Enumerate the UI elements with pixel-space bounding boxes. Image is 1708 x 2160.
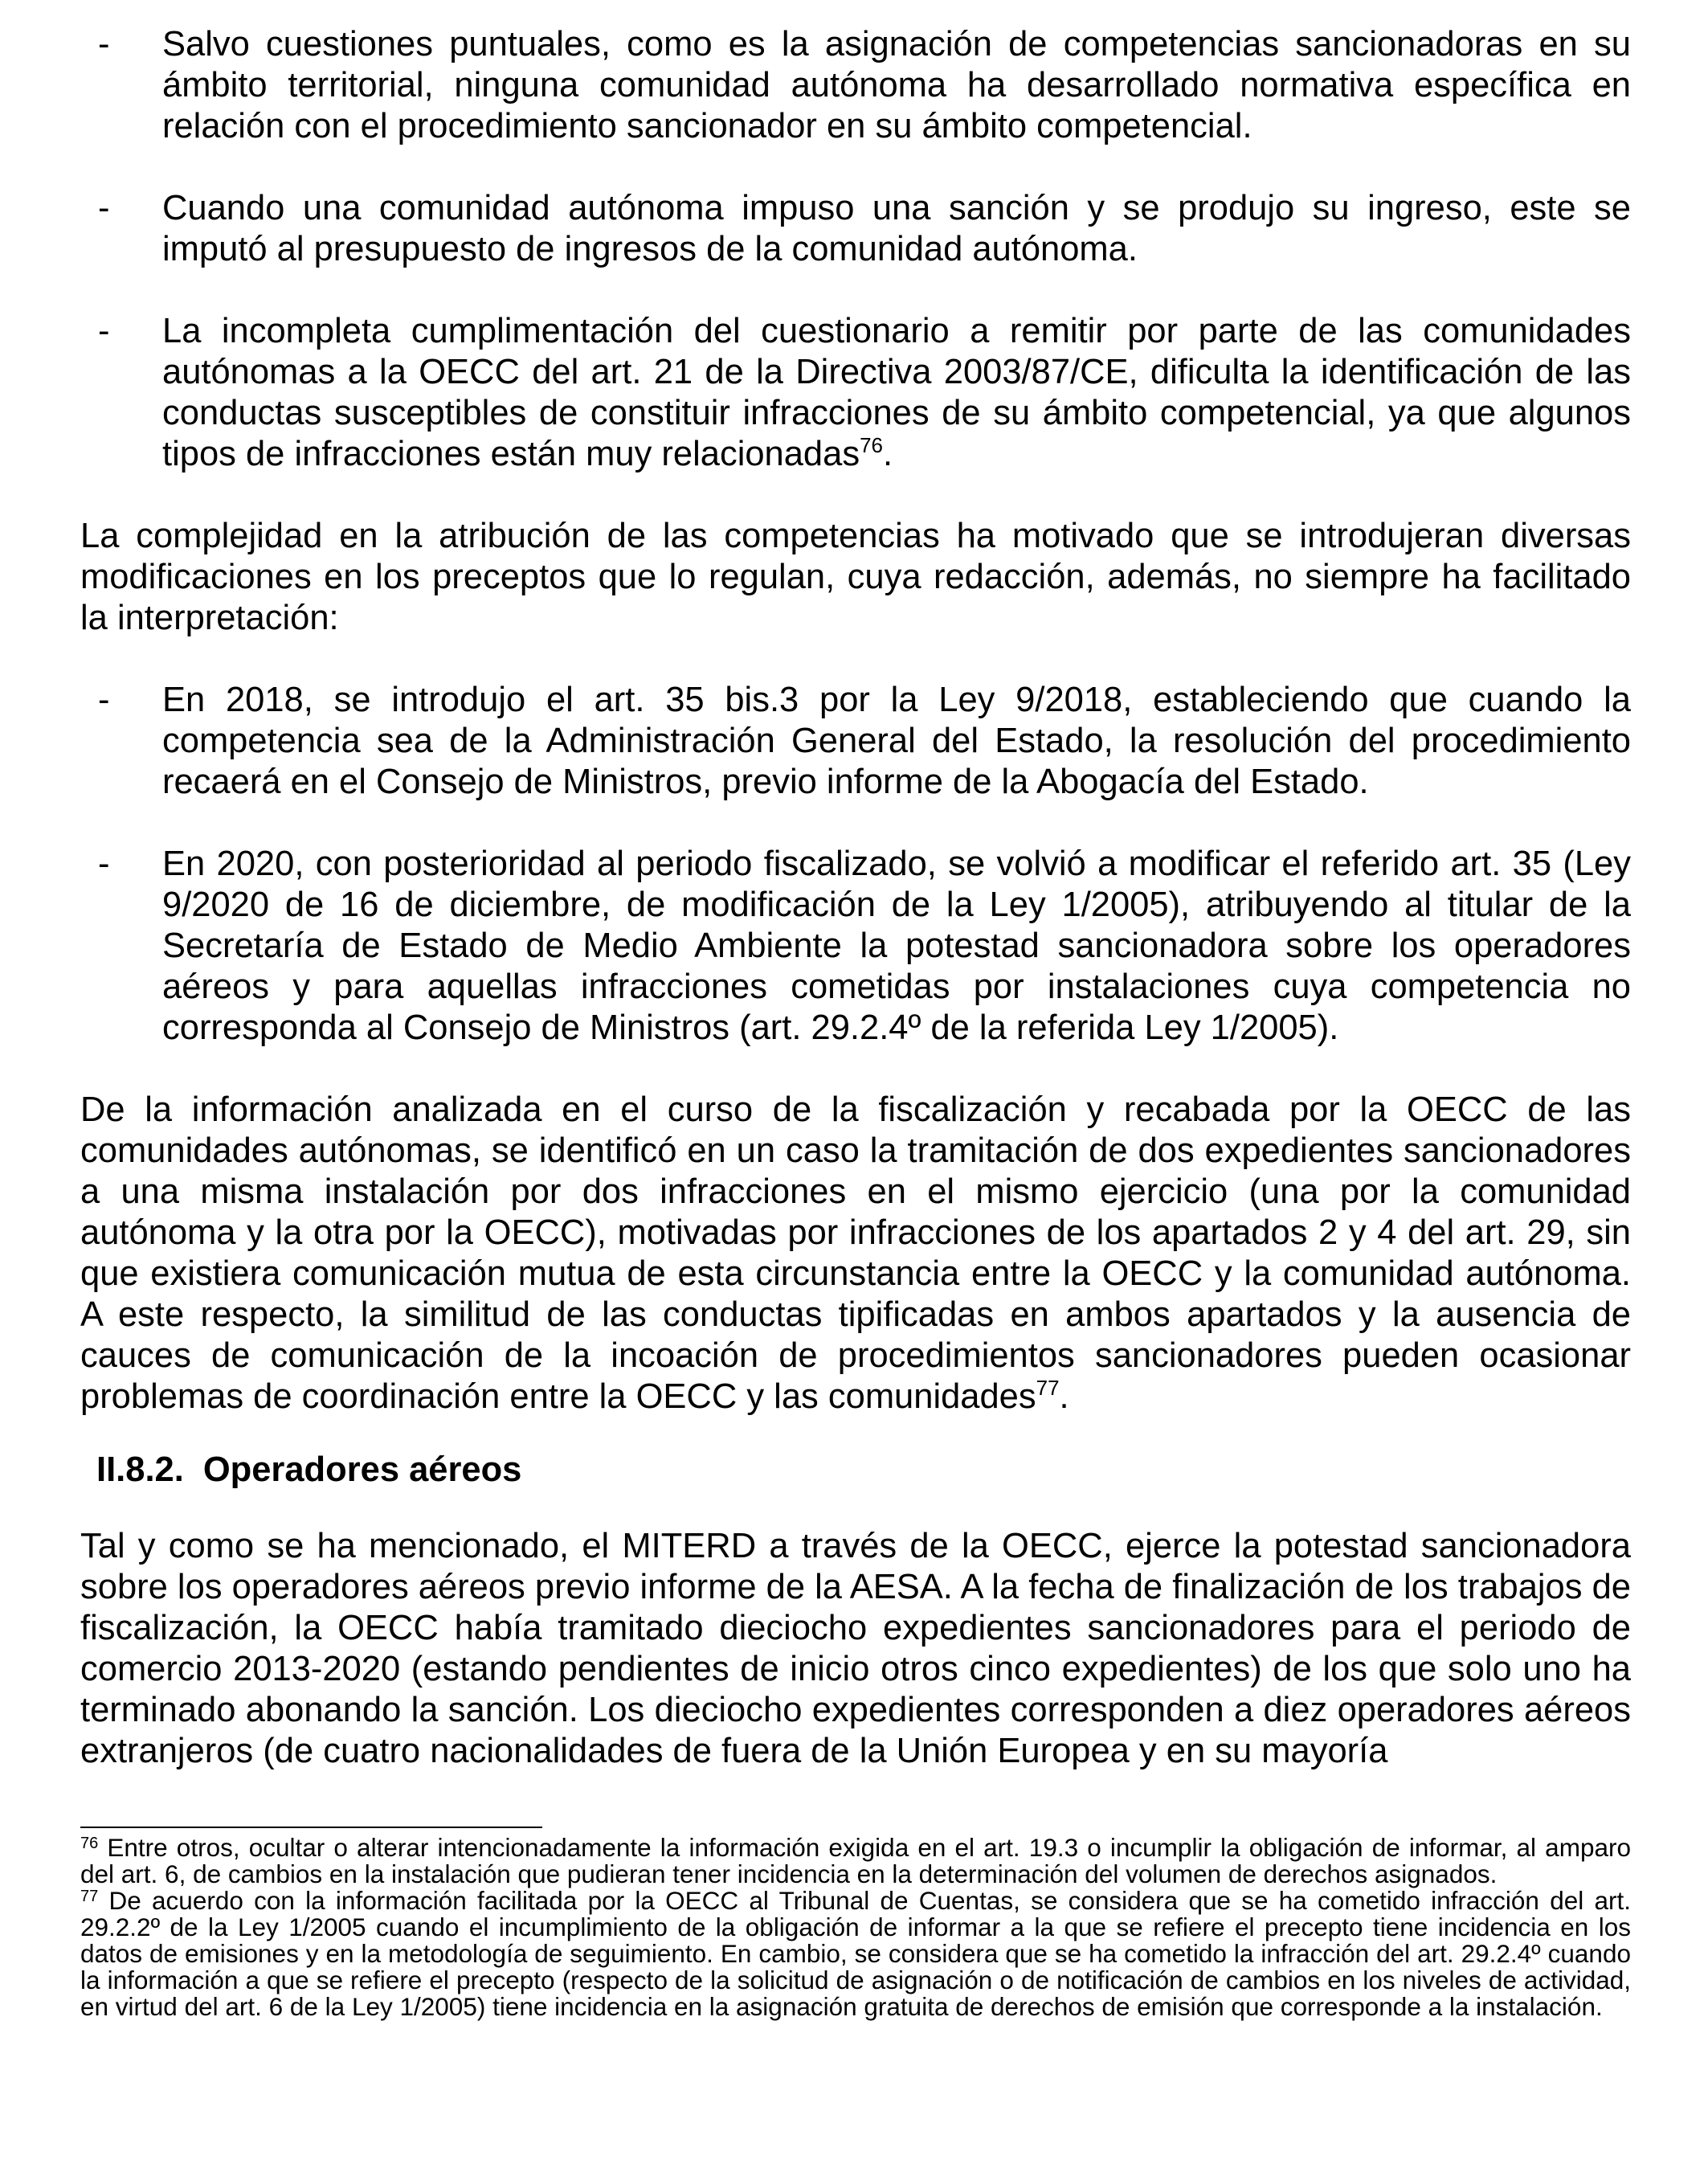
section-heading — [96, 1450, 1631, 1491]
document-body — [80, 24, 1631, 1772]
paragraph-operadores: Tal y como se ha mencionado, el MITERD a través de la OECC, ejerce la potestad sancionadora sobre los operadores aéreos previo informe de la AESA. A la fecha de finalización de los trabajos de fiscalización, la OECC había tramitado dieciocho expedientes sancionadores para el periodo de comercio 2013-2020 (estando pendientes de inicio otros cinco expedientes) de los que solo uno ha terminado abonando la sanción. Los dieciocho expedientes corresponden a diez operadores aéreos extranjeros (de cuatro nacionalidades de fuera de la Unión Europea y en su mayoría — [80, 1527, 1631, 1770]
paragraph-informacion — [80, 1090, 1631, 1418]
bullet-text: La incompleta cumplimentación del cuestionario a remitir por parte de las comunidades autónomas a la OECC del art. 21 de la Directiva 2003/87/CE, dificulta la identificación de las conductas susceptibles de constituir infracciones de su ámbito competencial, ya que algunos tipos de infracciones están muy relacionadas — [162, 312, 1631, 473]
bullet-dash: - — [98, 681, 110, 719]
footnote-77 — [80, 1888, 1631, 2020]
footnote-text: Entre otros, ocultar o alterar intencionadamente la información exigida en el art. 19.3 o incumplir la obligación de informar, al amparo del art. 6, de cambios en la instalación que pudieran tener incidencia en la determinación del volumen de derechos asignados. — [80, 1833, 1631, 1888]
bullet-text: En 2020, con posterioridad al periodo fiscalizado, se volvió a modificar el referido art. 35 (Ley 9/2020 de 16 de diciembre, de modificación de la Ley 1/2005), atribuyendo al titular de la Secretaría de Estado de Medio Ambiente la potestad sancionadora sobre los operadores aéreos y para aquellas infracciones cometidas por instalaciones cuya competencia no corresponda al Consejo de Ministros (art. 29.2.4º de la referida Ley 1/2005). — [162, 845, 1631, 1047]
bullet-dash: - — [98, 25, 110, 63]
bullet-item — [80, 24, 1631, 147]
bullet-dash: - — [98, 312, 110, 350]
bullet-item — [80, 188, 1631, 270]
footnote-text: De acuerdo con la información facilitada por la OECC al Tribunal de Cuentas, se considera que se ha cometido infracción del art. 29.2.2º de la Ley 1/2005 cuando el incumplimiento de la obligación de informar a la que se refiere el precepto tiene incidencia en los datos de emisiones y en la metodología de seguimiento. En cambio, se considera que se ha cometido la infracción del art. 29.2.4º cuando la información a que se refiere el precepto (respecto de la solicitud de asignación o de notificación de cambios en los niveles de actividad, en virtud del art. 6 de la Ley 1/2005) tiene incidencia en la asignación gratuita de derechos de emisión que corresponde a la instalación. — [80, 1886, 1631, 2021]
paragraph-complejidad: La complejidad en la atribución de las competencias ha motivado que se introdujeran diversas modificaciones en los preceptos que lo regulan, cuya redacción, además, no siempre ha facilitado la interpretación: — [80, 517, 1631, 637]
bullet-dash: - — [98, 845, 110, 883]
section-title: Operadores aéreos — [202, 1450, 522, 1489]
footnote-ref-77[interactable]: 77 — [1036, 1376, 1060, 1400]
paragraph-text: De la información analizada en el curso de la fiscalización y recabada por la OECC de las comunidades autónomas, se identificó en un caso la tramitación de dos expedientes sancionadores a una misma instalación por dos infracciones en el mismo ejercicio (una por la comunidad autónoma y la otra por la OECC), motivadas por infracciones de los apartados 2 y 4 del art. 29, sin que existiera comunicación mutua de esta circunstancia entre la OECC y la comunidad autónoma. A este respecto, la similitud de las conductas tipificadas en ambos apartados y la ausencia de cauces de comunicación de la incoación de procedimientos sancionadores pueden ocasionar problemas de coordinación entre la OECC y las comunidades — [80, 1090, 1631, 1416]
bullet-text: En 2018, se introdujo el art. 35 bis.3 por la Ley 9/2018, estableciendo que cuando la competencia sea de la Administración General del Estado, la resolución del procedimiento recaerá en el Consejo de Ministros, previo informe de la Abogacía del Estado. — [162, 681, 1631, 801]
bullet-item — [80, 680, 1631, 803]
footnotes — [80, 1835, 1631, 2020]
bullet-text: Salvo cuestiones puntuales, como es la asignación de competencias sancionadoras en su ámbito territorial, ninguna comunidad autónoma ha desarrollado normativa específica en relación con el procedimiento sancionador en su ámbito competencial. — [162, 25, 1631, 145]
footnote-number: 77 — [80, 1888, 99, 1905]
footnote-separator — [80, 1827, 542, 1828]
footnote-ref-76[interactable]: 76 — [860, 433, 883, 457]
footnote-number: 76 — [80, 1835, 99, 1852]
bullet-dash: - — [98, 189, 110, 227]
section-number: II.8.2. — [96, 1450, 184, 1489]
bullet-item — [80, 311, 1631, 475]
bullet-item — [80, 844, 1631, 1049]
footnote-76 — [80, 1835, 1631, 1888]
bullet-end: . — [883, 435, 893, 473]
paragraph-end: . — [1059, 1377, 1069, 1416]
bullet-text: Cuando una comunidad autónoma impuso una sanción y se produjo su ingreso, este se imputó al presupuesto de ingresos de la comunidad autónoma. — [162, 189, 1631, 268]
